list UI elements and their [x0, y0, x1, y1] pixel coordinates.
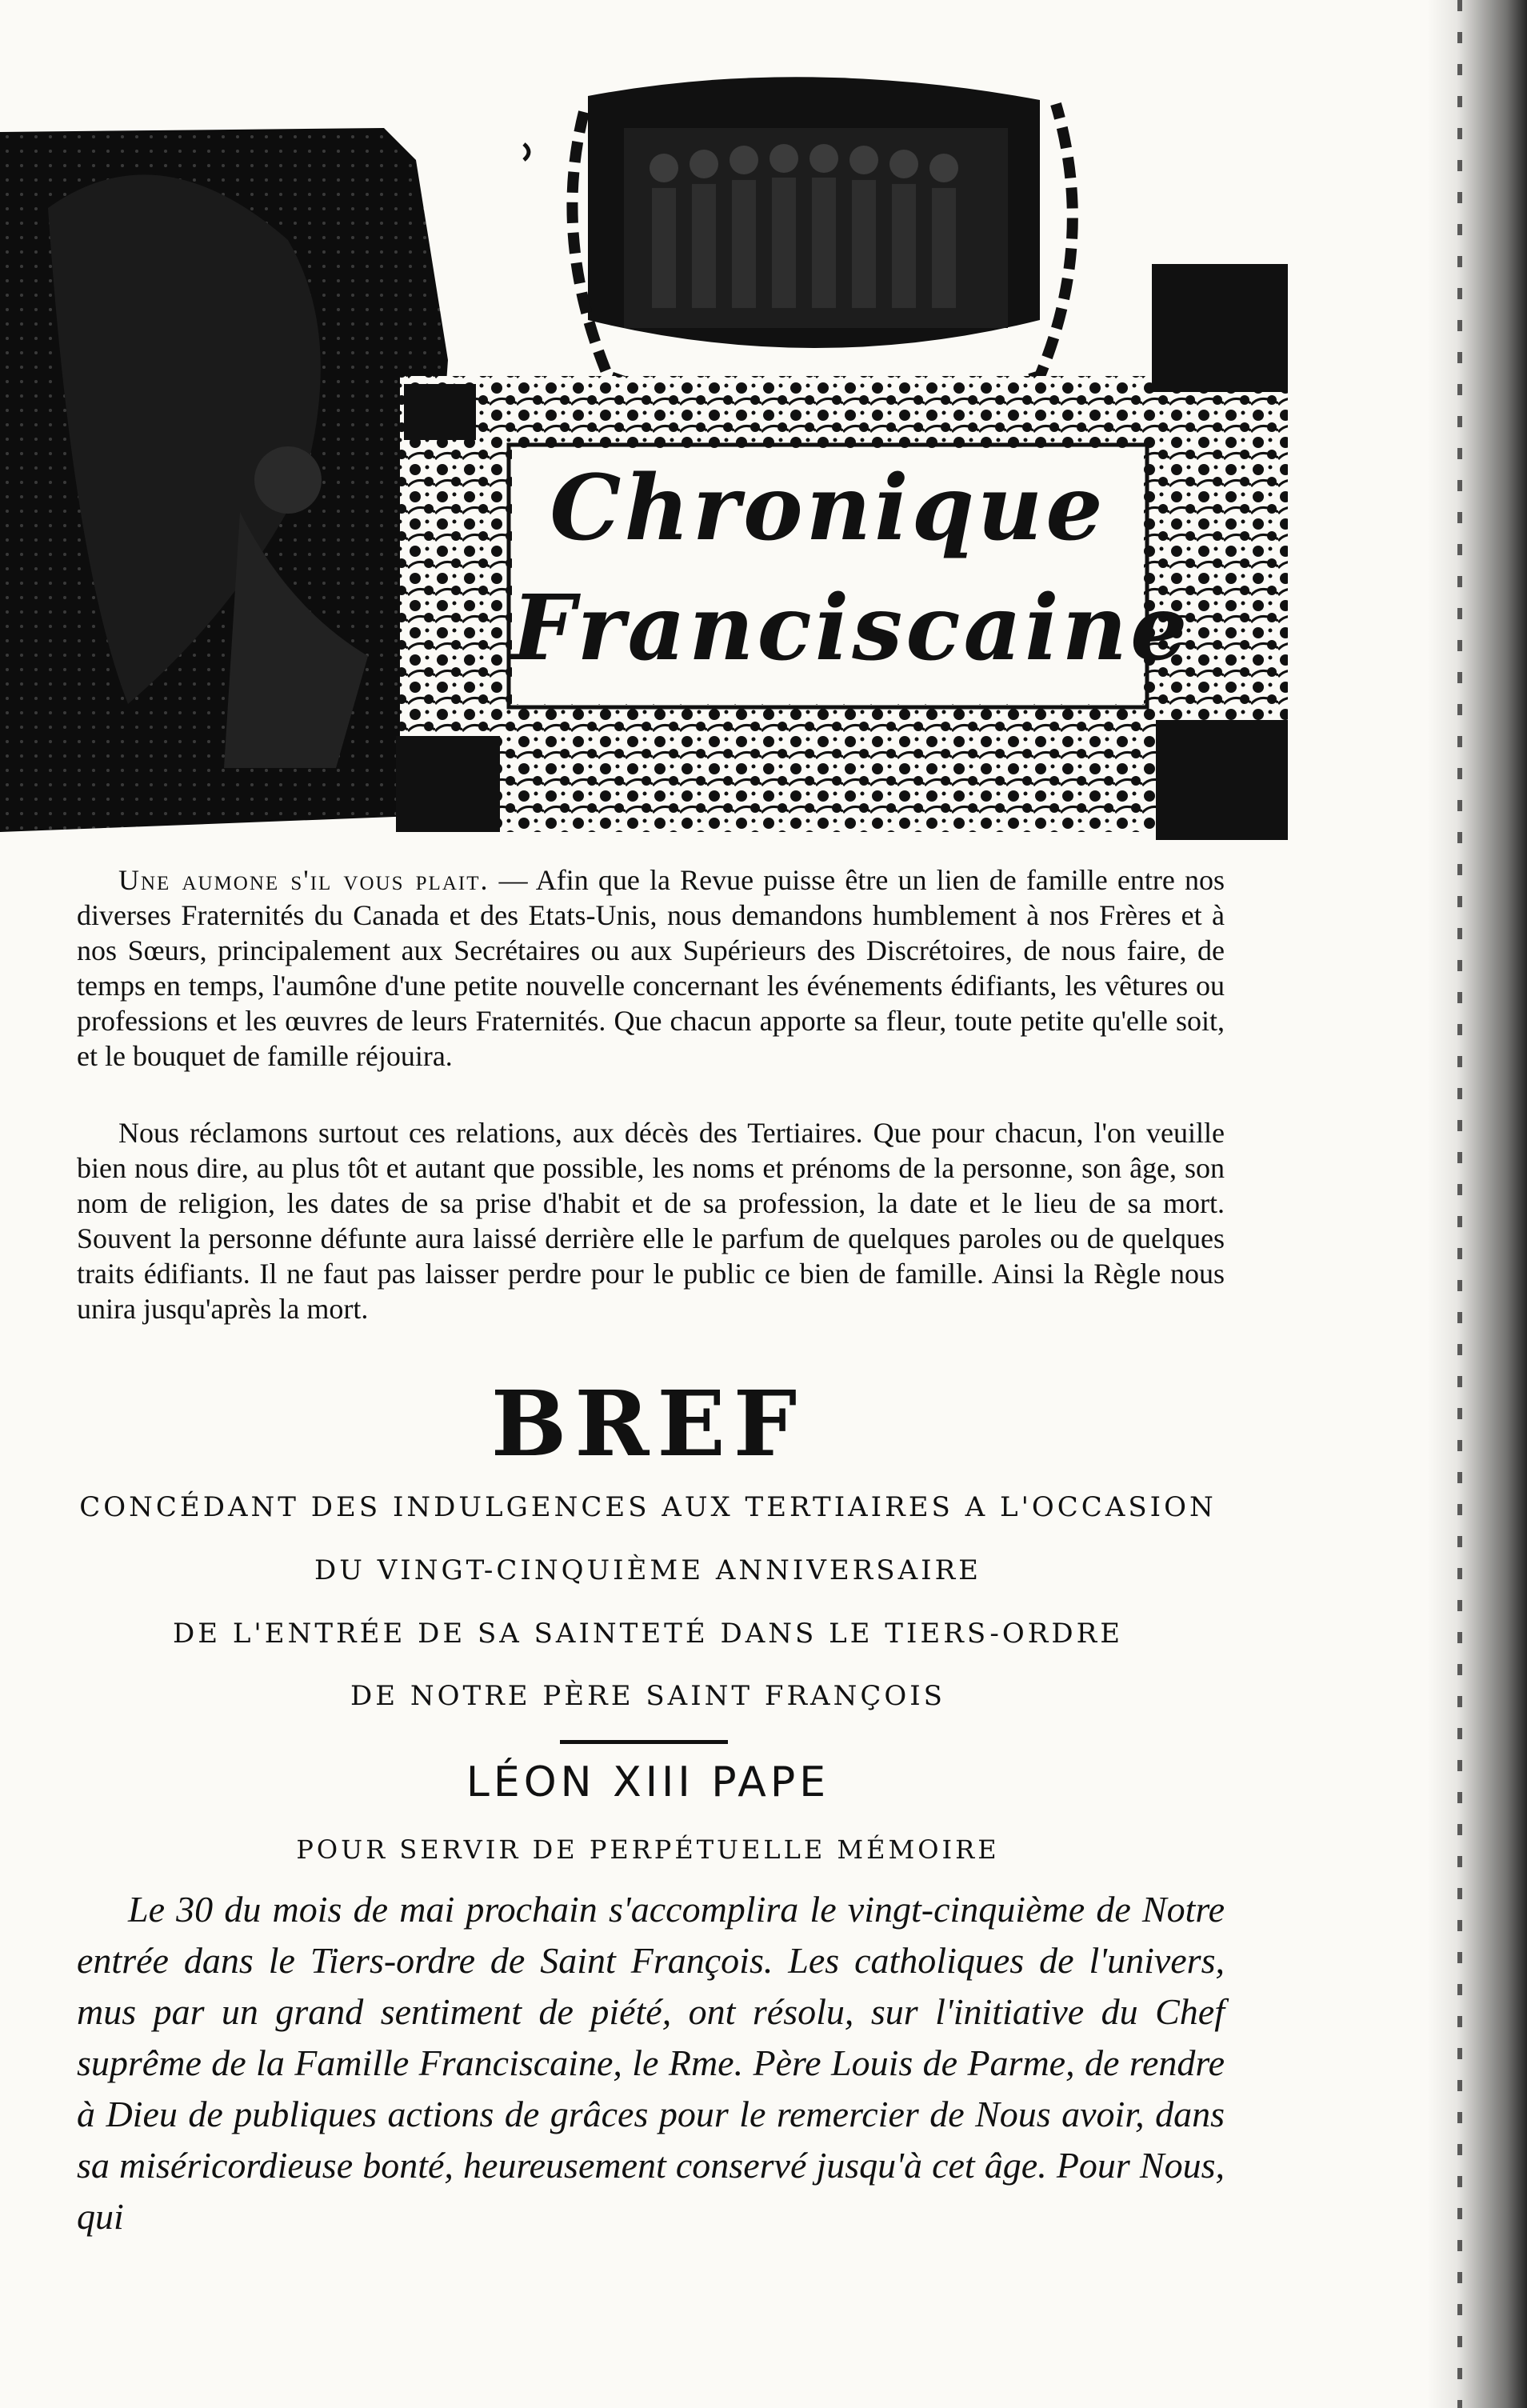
divider-rule	[560, 1740, 728, 1744]
title-cartouche	[512, 448, 1191, 704]
memoire-subheading: POUR SERVIR DE PERPÉTUELLE MÉMOIRE	[296, 1834, 1000, 1865]
pope-heading: LÉON XIII PAPE	[466, 1758, 830, 1806]
bref-caption-line: DE L'ENTRÉE DE SA SAINTETÉ DANS LE TIERS-ORDRE	[172, 1618, 1124, 1650]
notice-text-2: Nous réclamons surtout ces relations, aux décès des Tertiaires. Que pour chacun, l'on veuille bien nous dire, au plus tôt et autant que possible, les noms et prénoms de la personne, son âge, son nom de religion, les dates de sa prise d'habit et de sa profession, la date et le lieu de sa mort. Souvent la personne défunte aura laissé derrière elle le parfum de quelques paroles ou de quelques traits édifiants. Il ne faut pas laisser perdre pour le public ce bien de famille. Ainsi la Règle nous unira jusqu'après la mort.	[77, 1117, 1225, 1325]
bref-caption-line: DE NOTRE PÈRE SAINT FRANÇOIS	[350, 1680, 945, 1712]
page-edge-shadow	[1427, 0, 1527, 2408]
notice-lead: Une aumone s'il vous plait.	[118, 864, 490, 896]
notice-paragraph-2	[77, 1115, 1225, 1326]
bref-caption-line: DU VINGT-CINQUIÈME ANNIVERSAIRE	[314, 1554, 981, 1586]
bref-title: BREF	[490, 1372, 805, 1477]
chronique-header-illustration	[0, 0, 1296, 848]
bref-caption-line: CONCÉDANT DES INDULGENCES AUX TERTIAIRES A L'OCCASION	[79, 1491, 1217, 1523]
header-title-line1: Chronique	[550, 456, 1106, 561]
header-title-line2: Franciscaine	[512, 576, 1191, 681]
notice-paragraph	[77, 862, 1225, 1074]
notice-text: — Afin que la Revue puisse être un lien de famille entre nos diverses Fraternités du Canada et des Etats-Unis, nous demandons humblement à nos Frères et à nos Sœurs, principalement aux Secrétaires ou aux Supérieurs des Discrétoires, de nous faire, de temps en temps, l'aumône d'une petite nouvelle concernant les événements édifiants, les vêtures ou professions et les œuvres de leurs Fraternités. Que chacun apporte sa fleur, toute petite qu'elle soit, et le bouquet de famille réjouira.	[77, 864, 1225, 1072]
bref-body-text: Le 30 du mois de mai prochain s'accomplira le vingt-cinquième de Notre entrée dans le Tiers-ordre de Saint François. Les catholiques de l'univers, mus par un grand sentiment de piété, ont résolu, sur l'initiative du Chef suprême de la Famille Franciscaine, le Rme. Père Louis de Parme, de rendre à Dieu de publiques actions de grâces pour le remercier de Nous avoir, dans sa miséricordieuse bonté, heureusement conservé jusqu'à cet âge. Pour Nous, qui	[77, 1889, 1225, 2237]
engraving-illustration	[0, 0, 1296, 848]
